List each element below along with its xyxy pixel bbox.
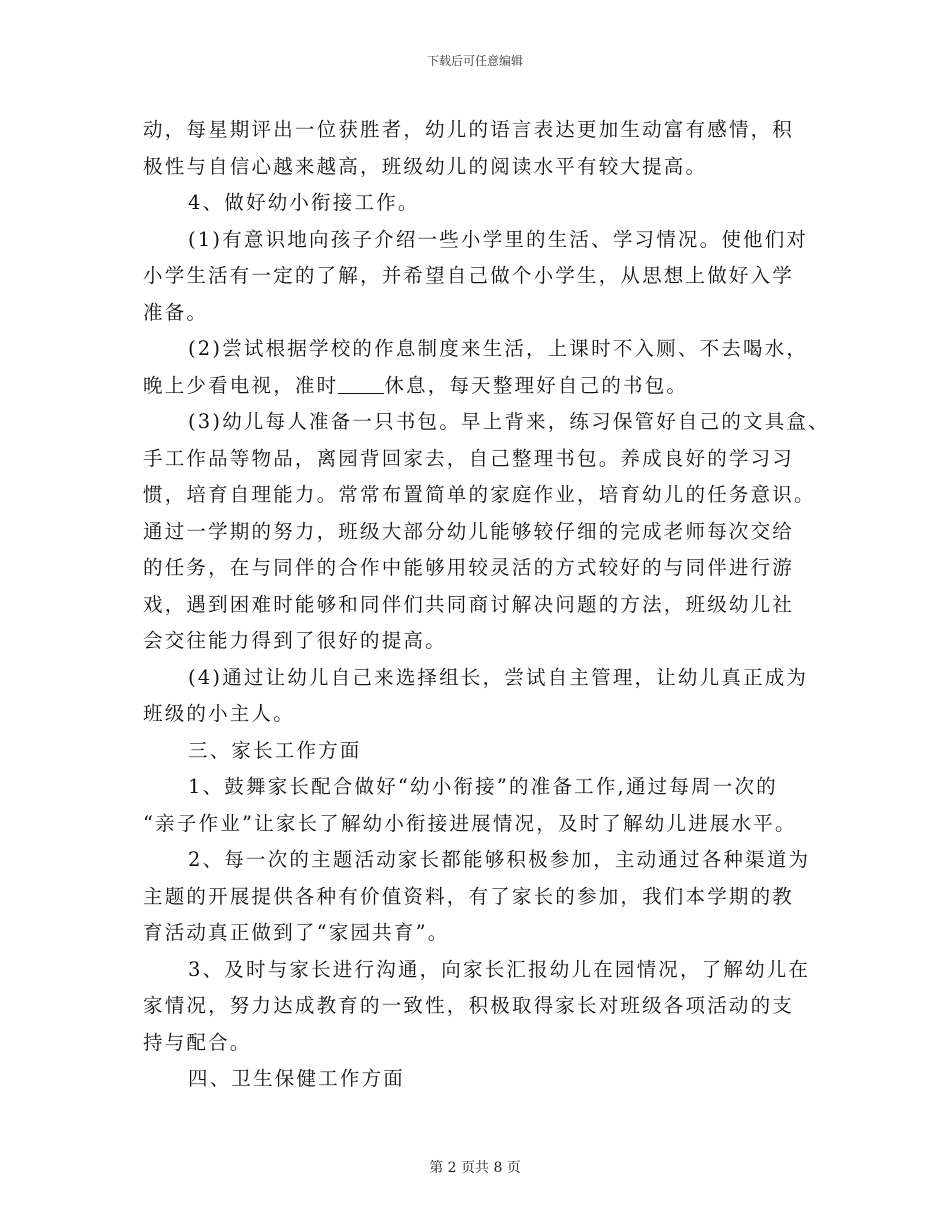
text-line: 手工作品等物品，离园背回家去，自己整理书包。养成良好的学习习: [143, 446, 795, 470]
blank-underline: [338, 373, 384, 394]
document-body: [143, 112, 833, 1098]
text-line: 极性与自信心越来越高，班级幼儿的阅读水平有较大提高。: [143, 154, 708, 178]
text-line: 惯，培育自理能力。常常布置简单的家庭作业，培育幼儿的任务意识。: [143, 483, 816, 506]
text-line: (3)幼儿每人准备一只书包。早上背来，练习保管好自己的文具盒、: [188, 410, 830, 433]
text-line: 动，每星期评出一位获胜者，幼儿的语言表达更加生动富有感情，积: [143, 118, 795, 141]
text-line: 班级的小主人。: [143, 702, 295, 725]
text-fragment: 晚上少看电视，准时: [143, 373, 339, 397]
text-line: 1、鼓舞家长配合做好“幼小衔接”的准备工作,通过每周一次的: [188, 775, 778, 798]
page-footer: 第 2 页共 8 页: [429, 1160, 521, 1176]
text-line: 通过一学期的努力，班级大部分幼儿能够较仔细的完成老师每次交给: [143, 519, 795, 543]
text-line: (1)有意识地向孩子介绍一些小学里的生活、学习情况。使他们对: [188, 227, 809, 251]
text-line: (2)尝试根据学校的作息制度来生活，上课时不入厕、不去喝水，: [188, 337, 809, 360]
section-heading: 四、卫生保健工作方面: [188, 1067, 406, 1090]
text-line: 的任务，在与同伴的合作中能够用较灵活的方式较好的与同伴进行游: [143, 556, 795, 579]
text-line: 会交往能力得到了很好的提高。: [143, 629, 447, 652]
text-line: 育活动真正做到了“家园共育”。: [143, 921, 450, 944]
text-line: 戏，遇到困难时能够和同伴们共同商讨解决问题的方法，班级幼儿社: [143, 592, 795, 616]
text-line: 主题的开展提供各种有价值资料，有了家长的参加，我们本学期的教: [143, 884, 795, 908]
text-fragment: 休息，每天整理好自己的书包。: [384, 373, 689, 397]
text-line: 准备。: [143, 300, 209, 324]
page-header: 下载后可任意编辑: [426, 54, 523, 68]
text-line: 3、及时与家长进行沟通，向家长汇报幼儿在园情况，了解幼儿在: [188, 957, 811, 981]
text-line: 小学生活有一定的了解，并希望自己做个小学生，从思想上做好入学: [143, 264, 795, 287]
text-line: 家情况，努力达成教育的一致性，积极取得家长对班级各项活动的支: [143, 994, 795, 1017]
text-line: 2、每一次的主题活动家长都能够积极参加，主动通过各种渠道为: [188, 848, 811, 871]
section-heading: 三、家长工作方面: [188, 738, 362, 762]
text-line: (4)通过让幼儿自己来选择组长，尝试自主管理，让幼儿真正成为: [188, 665, 809, 689]
text-line: [143, 368, 833, 405]
section-heading: 4、做好幼小衔接工作。: [188, 191, 420, 214]
text-line: “亲子作业”让家长了解幼小衔接进展情况，及时了解幼儿进展水平。: [143, 811, 797, 835]
text-line: 持与配合。: [143, 1030, 252, 1054]
